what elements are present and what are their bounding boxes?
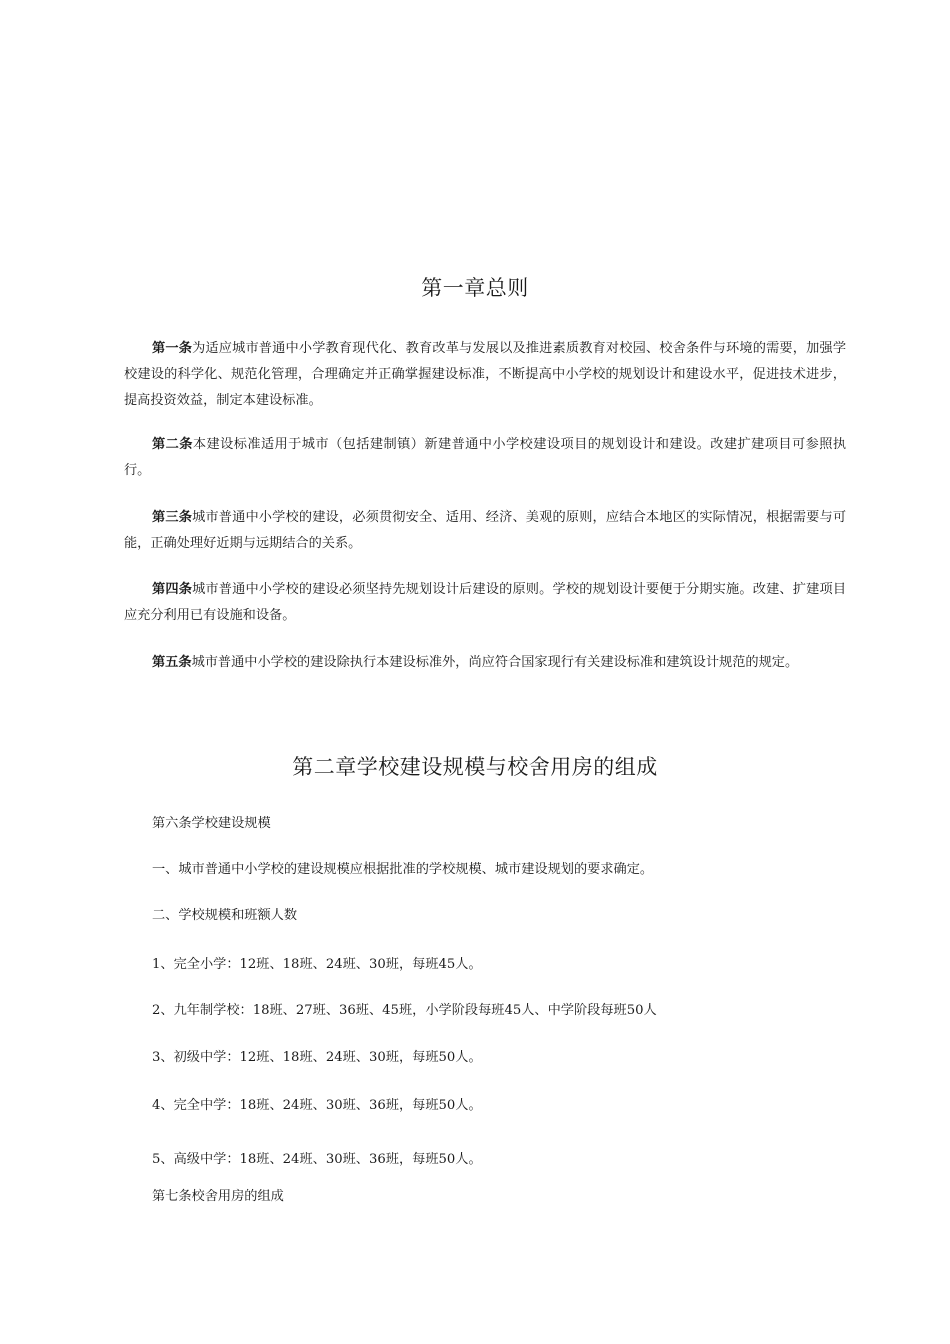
chapter-2-title: 第二章学校建设规模与校舍用房的组成 [292, 755, 658, 779]
article-5-label: 第五条 [152, 655, 192, 670]
clause-1: 一、城市普通中小学校的建设规模应根据批准的学校规模、城市建设规划的要求确定。 [152, 862, 654, 877]
article-4-label: 第四条 [152, 582, 193, 597]
article-2 [124, 432, 846, 484]
article-3-text: 城市普通中小学校的建设，必须贯彻安全、适用、经济、美观的原则，应结合本地区的实际情况，根据需要与可能，正确处理好近期与远期结合的关系。 [124, 510, 847, 551]
article-5-text: 城市普通中小学校的建设除执行本建设标准外，尚应符合国家现行有关建设标准和建筑设计规范的规定。 [191, 655, 799, 670]
article-4-text: 城市普通中小学校的建设必须坚持先规划设计后建设的原则。学校的规划设计要便于分期实施。改建、扩建项目应充分利用已有设施和设备。 [124, 582, 847, 623]
list-item-2: 2、九年制学校：18班、27班、36班、45班，小学阶段每班45人、中学阶段每班50人 [152, 1003, 657, 1018]
article-1-label: 第一条 [152, 341, 193, 356]
article-5 [124, 650, 846, 676]
article-4 [124, 577, 846, 629]
clause-2: 二、学校规模和班额人数 [152, 908, 298, 923]
article-6-heading: 第六条学校建设规模 [152, 816, 271, 831]
list-item-5: 5、高级中学：18班、24班、30班、36班，每班50人。 [152, 1152, 482, 1167]
list-item-4: 4、完全中学：18班、24班、30班、36班，每班50人。 [152, 1098, 482, 1113]
article-2-label: 第二条 [152, 437, 193, 452]
list-item-1: 1、完全小学：12班、18班、24班、30班，每班45人。 [152, 957, 482, 972]
article-7-heading: 第七条校舍用房的组成 [152, 1189, 284, 1204]
list-item-3: 3、初级中学：12班、18班、24班、30班，每班50人。 [152, 1050, 482, 1065]
article-3-label: 第三条 [152, 510, 193, 525]
article-2-text: 本建设标准适用于城市（包括建制镇）新建普通中小学校建设项目的规划设计和建设。改建扩建项目可参照执行。 [124, 437, 847, 478]
article-1-text: 为适应城市普通中小学教育现代化、教育改革与发展以及推进素质教育对校园、校舍条件与环境的需要，加强学校建设的科学化、规范化管理，合理确定并正确掌握建设标准，不断提高中小学校的规划设计和建设水平，促进技术进步，提高投资效益，制定本建设标准。 [124, 341, 847, 408]
article-3 [124, 505, 846, 557]
chapter-1-title: 第一章总则 [421, 276, 529, 300]
article-1 [124, 336, 846, 414]
